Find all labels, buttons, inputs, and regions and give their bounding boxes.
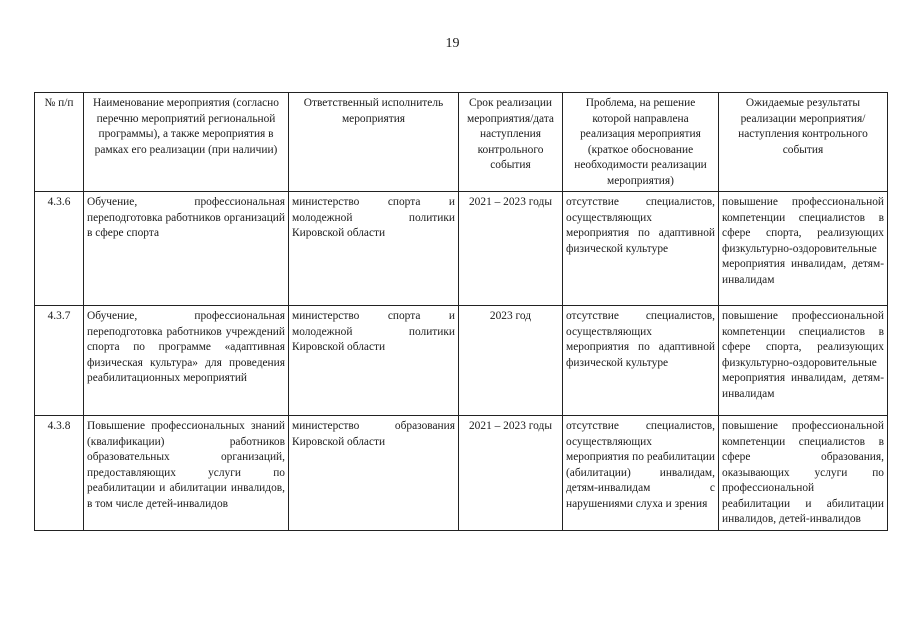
problem: отсутствие специалистов, осуществляющих мероприятия по адаптивной физической культуре (563, 306, 719, 416)
measure-name: Обучение, профессиональная переподготовка работников учреждений спорта по программе «адаптивная физическая культура» для проведения реабилитационных мероприятий (84, 306, 289, 416)
term: 2021 – 2023 годы (459, 416, 563, 531)
executor: министерство спорта и молодежной политики Кировской области (289, 192, 459, 306)
measure-name: Обучение, профессиональная переподготовка работников организаций в сфере спорта (84, 192, 289, 306)
page-number: 19 (445, 36, 460, 51)
measures-table (34, 92, 888, 531)
executor: министерство образования Кировской области (289, 416, 459, 531)
row-number: 4.3.6 (35, 192, 84, 306)
header-result: Ожидаемые результаты реализации мероприятия/наступления контрольного события (719, 93, 888, 192)
measure-name: Повышение профессиональных знаний (квалификации) работников образовательных организаций, предоставляющих услуги по реабилитации и абилитации инвалидов, в том числе детей-инвалидов (84, 416, 289, 531)
header-problem: Проблема, на решение которой направлена реализация мероприятия (краткое обоснование необходимости реализации мероприятия) (563, 93, 719, 192)
header-executor: Ответственный исполнитель мероприятия (289, 93, 459, 192)
table-row (35, 416, 888, 531)
row-number: 4.3.8 (35, 416, 84, 531)
table-header-row (35, 93, 888, 192)
row-number: 4.3.7 (35, 306, 84, 416)
expected-result: повышение профессиональной компетенции специалистов в сфере образования, оказывающих услуги по профессиональной реабилитации и абилитации инвалидов, детей-инвалидов (719, 416, 888, 531)
table-row (35, 306, 888, 416)
term: 2021 – 2023 годы (459, 192, 563, 306)
header-measure-name: Наименование мероприятия (согласно перечню мероприятий региональной программы), а также мероприятия в рамках его реализации (при наличии) (84, 93, 289, 192)
table-row (35, 192, 888, 306)
header-term: Срок реализации мероприятия/дата наступления контрольного события (459, 93, 563, 192)
header-number: № п/п (35, 93, 84, 192)
term: 2023 год (459, 306, 563, 416)
problem: отсутствие специалистов, осуществляющих мероприятия по реабилитации (абилитации) инвалидам, детям-инвалидам с нарушениями слуха и зрения (563, 416, 719, 531)
executor: министерство спорта и молодежной политики Кировской области (289, 306, 459, 416)
expected-result: повышение профессиональной компетенции специалистов в сфере спорта, реализующих физкультурно-оздоровительные мероприятия инвалидам, детям-инвалидам (719, 192, 888, 306)
expected-result: повышение профессиональной компетенции специалистов в сфере спорта, реализующих физкультурно-оздоровительные мероприятия инвалидам, детям-инвалидам (719, 306, 888, 416)
problem: отсутствие специалистов, осуществляющих мероприятия по адаптивной физической культуре (563, 192, 719, 306)
